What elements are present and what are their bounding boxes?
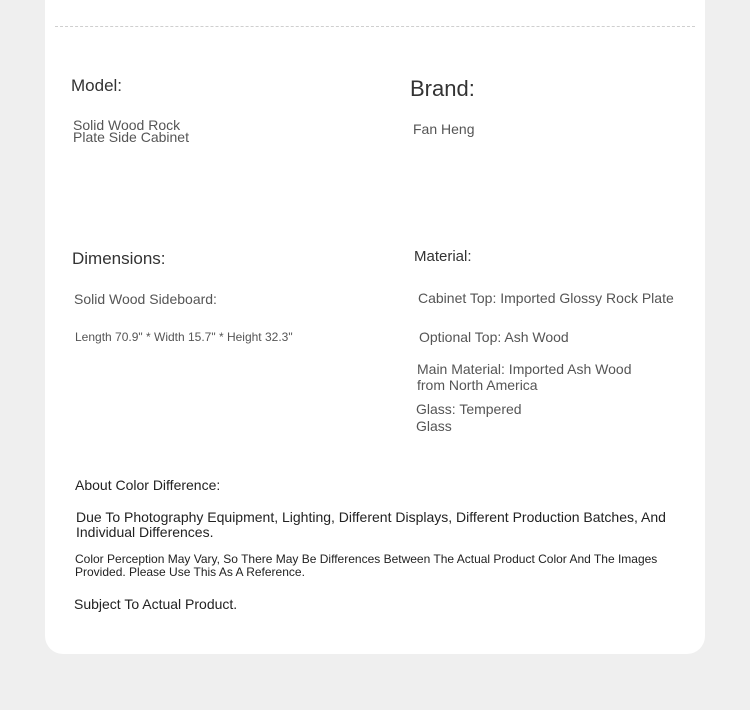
material-glass-line1: Glass: Tempered — [416, 401, 522, 417]
material-optional-top: Optional Top: Ash Wood — [419, 329, 569, 345]
material-glass-line2: Glass — [416, 418, 452, 434]
color-note-para1-line1: Due To Photography Equipment, Lighting, Different Displays, Different Production Batches, And — [76, 509, 666, 525]
dimensions-size: Length 70.9" * Width 15.7" * Height 32.3" — [75, 330, 293, 344]
brand-value: Fan Heng — [413, 121, 475, 137]
material-main-line1: Main Material: Imported Ash Wood — [417, 361, 632, 377]
color-note-title: About Color Difference: — [75, 477, 221, 493]
color-note-final: Subject To Actual Product. — [74, 596, 238, 612]
model-value-line2: Plate Side Cabinet — [73, 129, 189, 145]
color-note-para2-line1: Color Perception May Vary, So There May Be Differences Between The Actual Product Color And The Images — [75, 552, 658, 566]
material-label: Material: — [414, 248, 472, 265]
material-main-line2: from North America — [417, 377, 538, 393]
color-note-para1-line2: Individual Differences. — [76, 524, 214, 540]
model-value-line1: Solid Wood Rock — [73, 117, 181, 133]
dimensions-label: Dimensions: — [72, 249, 166, 268]
color-note-para2-line2: Provided. Please Use This As A Reference. — [75, 565, 305, 579]
model-label: Model: — [71, 76, 123, 95]
material-cabinet-top: Cabinet Top: Imported Glossy Rock Plate — [418, 290, 674, 306]
dimensions-subtitle: Solid Wood Sideboard: — [74, 291, 217, 307]
brand-label: Brand: — [410, 76, 475, 101]
dashed-divider — [55, 26, 695, 27]
